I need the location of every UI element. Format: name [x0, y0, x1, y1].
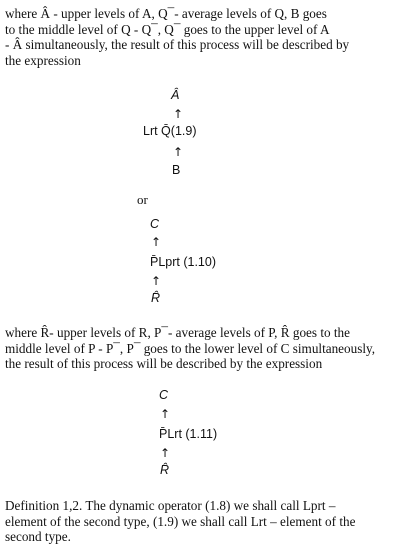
formula-1-9-top: Â	[171, 88, 180, 102]
formula-1-9-arrow-up: ↑	[173, 107, 184, 121]
paragraph-definition-line-2: element of the second type, (1.9) we shall call Lrt – element of the	[5, 513, 356, 529]
paragraph-intro-line-4: the expression	[5, 52, 81, 68]
paragraph-intro	[5, 6, 394, 68]
formula-1-11-bottom: R̂	[160, 463, 170, 477]
formula-1-10-middle: P̄Lprt (1.10)	[150, 255, 217, 269]
or-text: or	[137, 192, 148, 207]
paragraph-where-r-line-1: where R̂- upper levels of R, P¯- average levels of P, R̂ goes to the	[5, 325, 350, 340]
paragraph-intro-line-3: - Â simultaneously, the result of this process will be described by	[5, 37, 350, 53]
paragraph-where-r	[5, 325, 394, 372]
formula-1-9-arrow-up-2: ↑	[173, 145, 184, 159]
paragraph-where-r-line-2: middle level of P - P¯, P¯ goes to the lower level of C simultaneously,	[5, 340, 376, 356]
formula-1-10-arrow-up: ↑	[151, 235, 162, 249]
formula-1-9-bottom: B	[172, 163, 181, 177]
formula-1-11-top: C	[159, 388, 169, 402]
formula-1-10-top: C	[150, 217, 160, 231]
paragraph-definition-line-1: Definition 1,2. The dynamic operator (1.8) we shall call Lprt –	[5, 498, 336, 513]
paragraph-intro-line-2: to the middle level of Q - Q¯, Q¯ goes to the upper level of A	[5, 21, 330, 37]
paragraph-definition	[5, 498, 394, 545]
formula-1-11-arrow-up: ↑	[160, 407, 171, 421]
paragraph-definition-line-3: second type.	[5, 529, 71, 545]
formula-1-10-arrow-up-2: ↑	[151, 274, 162, 288]
paragraph-intro-line-1: where Â - upper levels of A, Q¯- average levels of Q, B goes	[5, 6, 327, 21]
formula-1-11-middle: P̄Lrt (1.11)	[159, 427, 218, 441]
formula-1-11-arrow-up-2: ↑	[160, 446, 171, 460]
formula-1-10-bottom: R̂	[151, 291, 161, 305]
paragraph-where-r-line-3: the result of this process will be described by the expression	[5, 356, 323, 372]
formula-1-9-middle: Lrt Q̄(1.9)	[143, 124, 197, 138]
